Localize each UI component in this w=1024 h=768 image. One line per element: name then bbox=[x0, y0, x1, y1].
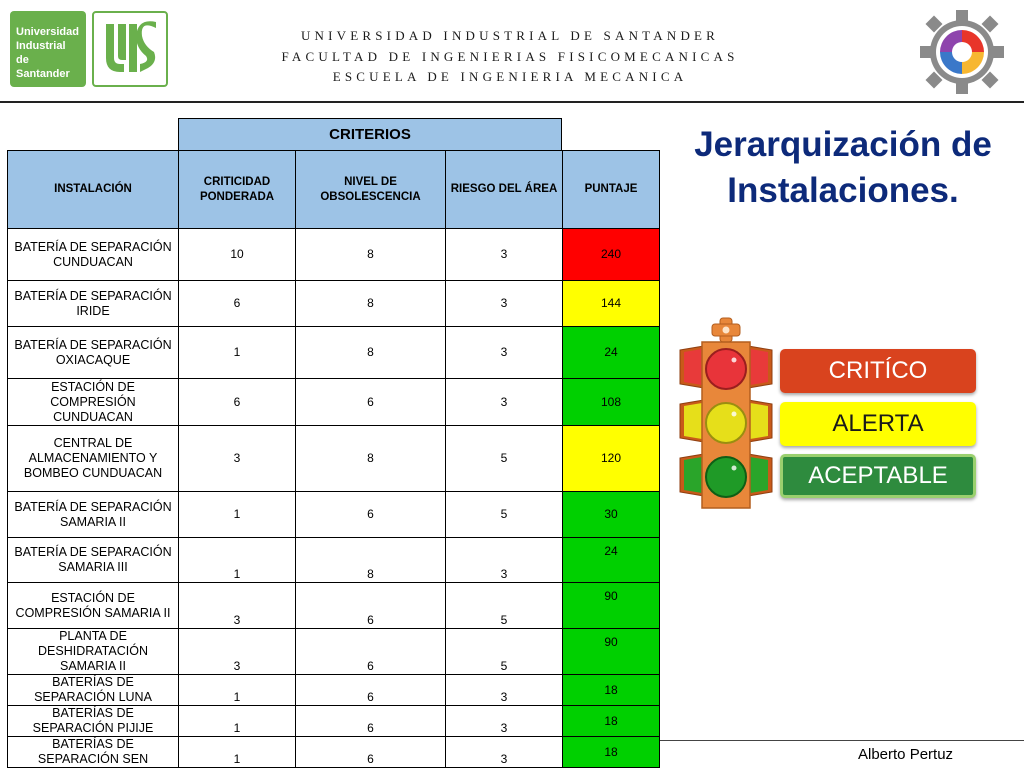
table-row bbox=[8, 538, 660, 583]
risk-value: 3 bbox=[446, 737, 563, 768]
university-emblem-icon bbox=[92, 11, 168, 87]
installation-name: BATERÍAS DE SEPARACIÓN LUNA bbox=[8, 675, 179, 706]
logo-line-1: Universidad bbox=[16, 26, 79, 38]
table-row bbox=[8, 706, 660, 737]
criticality-value: 1 bbox=[179, 327, 296, 379]
table-row bbox=[8, 492, 660, 538]
risk-value: 3 bbox=[446, 706, 563, 737]
institution-header bbox=[200, 26, 820, 88]
installation-name: ESTACIÓN DE COMPRESIÓN SAMARIA II bbox=[8, 583, 179, 629]
obsolescence-value: 6 bbox=[296, 492, 446, 538]
table-row bbox=[8, 675, 660, 706]
traffic-light-icon bbox=[676, 316, 776, 510]
obsolescence-value: 8 bbox=[296, 229, 446, 281]
table-row bbox=[8, 229, 660, 281]
header-university: UNIVERSIDAD INDUSTRIAL DE SANTANDER bbox=[300, 28, 720, 43]
risk-value: 3 bbox=[446, 327, 563, 379]
installation-name: BATERÍAS DE SEPARACIÓN SEN bbox=[8, 737, 179, 768]
risk-value: 5 bbox=[446, 629, 563, 675]
column-header-criticality: CRITICIDAD PONDERADA bbox=[179, 151, 296, 229]
risk-value: 5 bbox=[446, 426, 563, 492]
score-value: 18 bbox=[563, 675, 660, 706]
gear-logo-icon bbox=[918, 8, 1006, 96]
logo-line-2: Industrial de bbox=[16, 40, 66, 66]
title-line-1: Jerarquización de bbox=[694, 125, 992, 164]
installations-table bbox=[7, 150, 660, 768]
title-line-2: Instalaciones. bbox=[727, 171, 959, 210]
table-row bbox=[8, 583, 660, 629]
table-row bbox=[8, 327, 660, 379]
installation-name: BATERÍA DE SEPARACIÓN SAMARIA II bbox=[8, 492, 179, 538]
obsolescence-value: 8 bbox=[296, 426, 446, 492]
table-row bbox=[8, 737, 660, 768]
table-row bbox=[8, 379, 660, 426]
criticality-value: 3 bbox=[179, 426, 296, 492]
university-logo-text bbox=[10, 11, 86, 87]
criticality-value: 1 bbox=[179, 737, 296, 768]
installation-name: BATERÍAS DE SEPARACIÓN PIJIJE bbox=[8, 706, 179, 737]
installation-name: CENTRAL DE ALMACENAMIENTO Y BOMBEO CUNDUACAN bbox=[8, 426, 179, 492]
header-faculty: FACULTAD DE INGENIERIAS FISICOMECANICAS bbox=[281, 48, 739, 64]
criticality-value: 3 bbox=[179, 629, 296, 675]
column-header-risk: RIESGO DEL ÁREA bbox=[446, 151, 563, 229]
footer-author: Alberto Pertuz bbox=[858, 746, 954, 763]
column-header-installation: INSTALACIÓN bbox=[8, 151, 179, 229]
score-value: 18 bbox=[563, 737, 660, 768]
obsolescence-value: 6 bbox=[296, 583, 446, 629]
legend-acceptable: ACEPTABLE bbox=[780, 454, 976, 498]
risk-value: 5 bbox=[446, 583, 563, 629]
score-value: 240 bbox=[563, 229, 660, 281]
obsolescence-value: 6 bbox=[296, 629, 446, 675]
slide-title bbox=[668, 122, 1018, 214]
score-value: 18 bbox=[563, 706, 660, 737]
logo-line-3: Santander bbox=[16, 68, 70, 80]
installation-name: PLANTA DE DESHIDRATACIÓN SAMARIA II bbox=[8, 629, 179, 675]
criticality-value: 1 bbox=[179, 675, 296, 706]
column-header-score: PUNTAJE bbox=[563, 151, 660, 229]
table-row bbox=[8, 426, 660, 492]
criteria-group-header: CRITERIOS bbox=[178, 118, 562, 151]
obsolescence-value: 8 bbox=[296, 538, 446, 583]
score-value: 30 bbox=[563, 492, 660, 538]
criticality-value: 6 bbox=[179, 281, 296, 327]
risk-value: 5 bbox=[446, 492, 563, 538]
score-value: 90 bbox=[563, 629, 660, 675]
installation-name: BATERÍA DE SEPARACIÓN OXIACAQUE bbox=[8, 327, 179, 379]
criticality-value: 1 bbox=[179, 492, 296, 538]
header-school: ESCUELA DE INGENIERIA MECANICA bbox=[332, 69, 688, 84]
footer-divider bbox=[660, 740, 1024, 741]
installation-name: ESTACIÓN DE COMPRESIÓN CUNDUACAN bbox=[8, 379, 179, 426]
obsolescence-value: 6 bbox=[296, 737, 446, 768]
criticality-value: 10 bbox=[179, 229, 296, 281]
uis-monogram-icon bbox=[100, 18, 160, 80]
table-header-row bbox=[8, 151, 660, 229]
risk-value: 3 bbox=[446, 379, 563, 426]
score-value: 144 bbox=[563, 281, 660, 327]
table-row bbox=[8, 629, 660, 675]
obsolescence-value: 6 bbox=[296, 706, 446, 737]
score-value: 120 bbox=[563, 426, 660, 492]
score-value: 90 bbox=[563, 583, 660, 629]
risk-value: 3 bbox=[446, 538, 563, 583]
legend-critical: CRITÍCO bbox=[780, 349, 976, 393]
installation-name: BATERÍA DE SEPARACIÓN SAMARIA III bbox=[8, 538, 179, 583]
legend-alert: ALERTA bbox=[780, 402, 976, 446]
installation-name: BATERÍA DE SEPARACIÓN IRIDE bbox=[8, 281, 179, 327]
obsolescence-value: 8 bbox=[296, 327, 446, 379]
risk-value: 3 bbox=[446, 675, 563, 706]
column-header-obsolescence: NIVEL DE OBSOLESCENCIA bbox=[296, 151, 446, 229]
criticality-value: 6 bbox=[179, 379, 296, 426]
risk-value: 3 bbox=[446, 229, 563, 281]
obsolescence-value: 6 bbox=[296, 675, 446, 706]
obsolescence-value: 6 bbox=[296, 379, 446, 426]
criticality-value: 1 bbox=[179, 538, 296, 583]
table-row bbox=[8, 281, 660, 327]
score-value: 108 bbox=[563, 379, 660, 426]
criticality-value: 3 bbox=[179, 583, 296, 629]
criticality-value: 1 bbox=[179, 706, 296, 737]
risk-value: 3 bbox=[446, 281, 563, 327]
installation-name: BATERÍA DE SEPARACIÓN CUNDUACAN bbox=[8, 229, 179, 281]
score-value: 24 bbox=[563, 327, 660, 379]
header-divider bbox=[0, 101, 1024, 103]
score-value: 24 bbox=[563, 538, 660, 583]
obsolescence-value: 8 bbox=[296, 281, 446, 327]
